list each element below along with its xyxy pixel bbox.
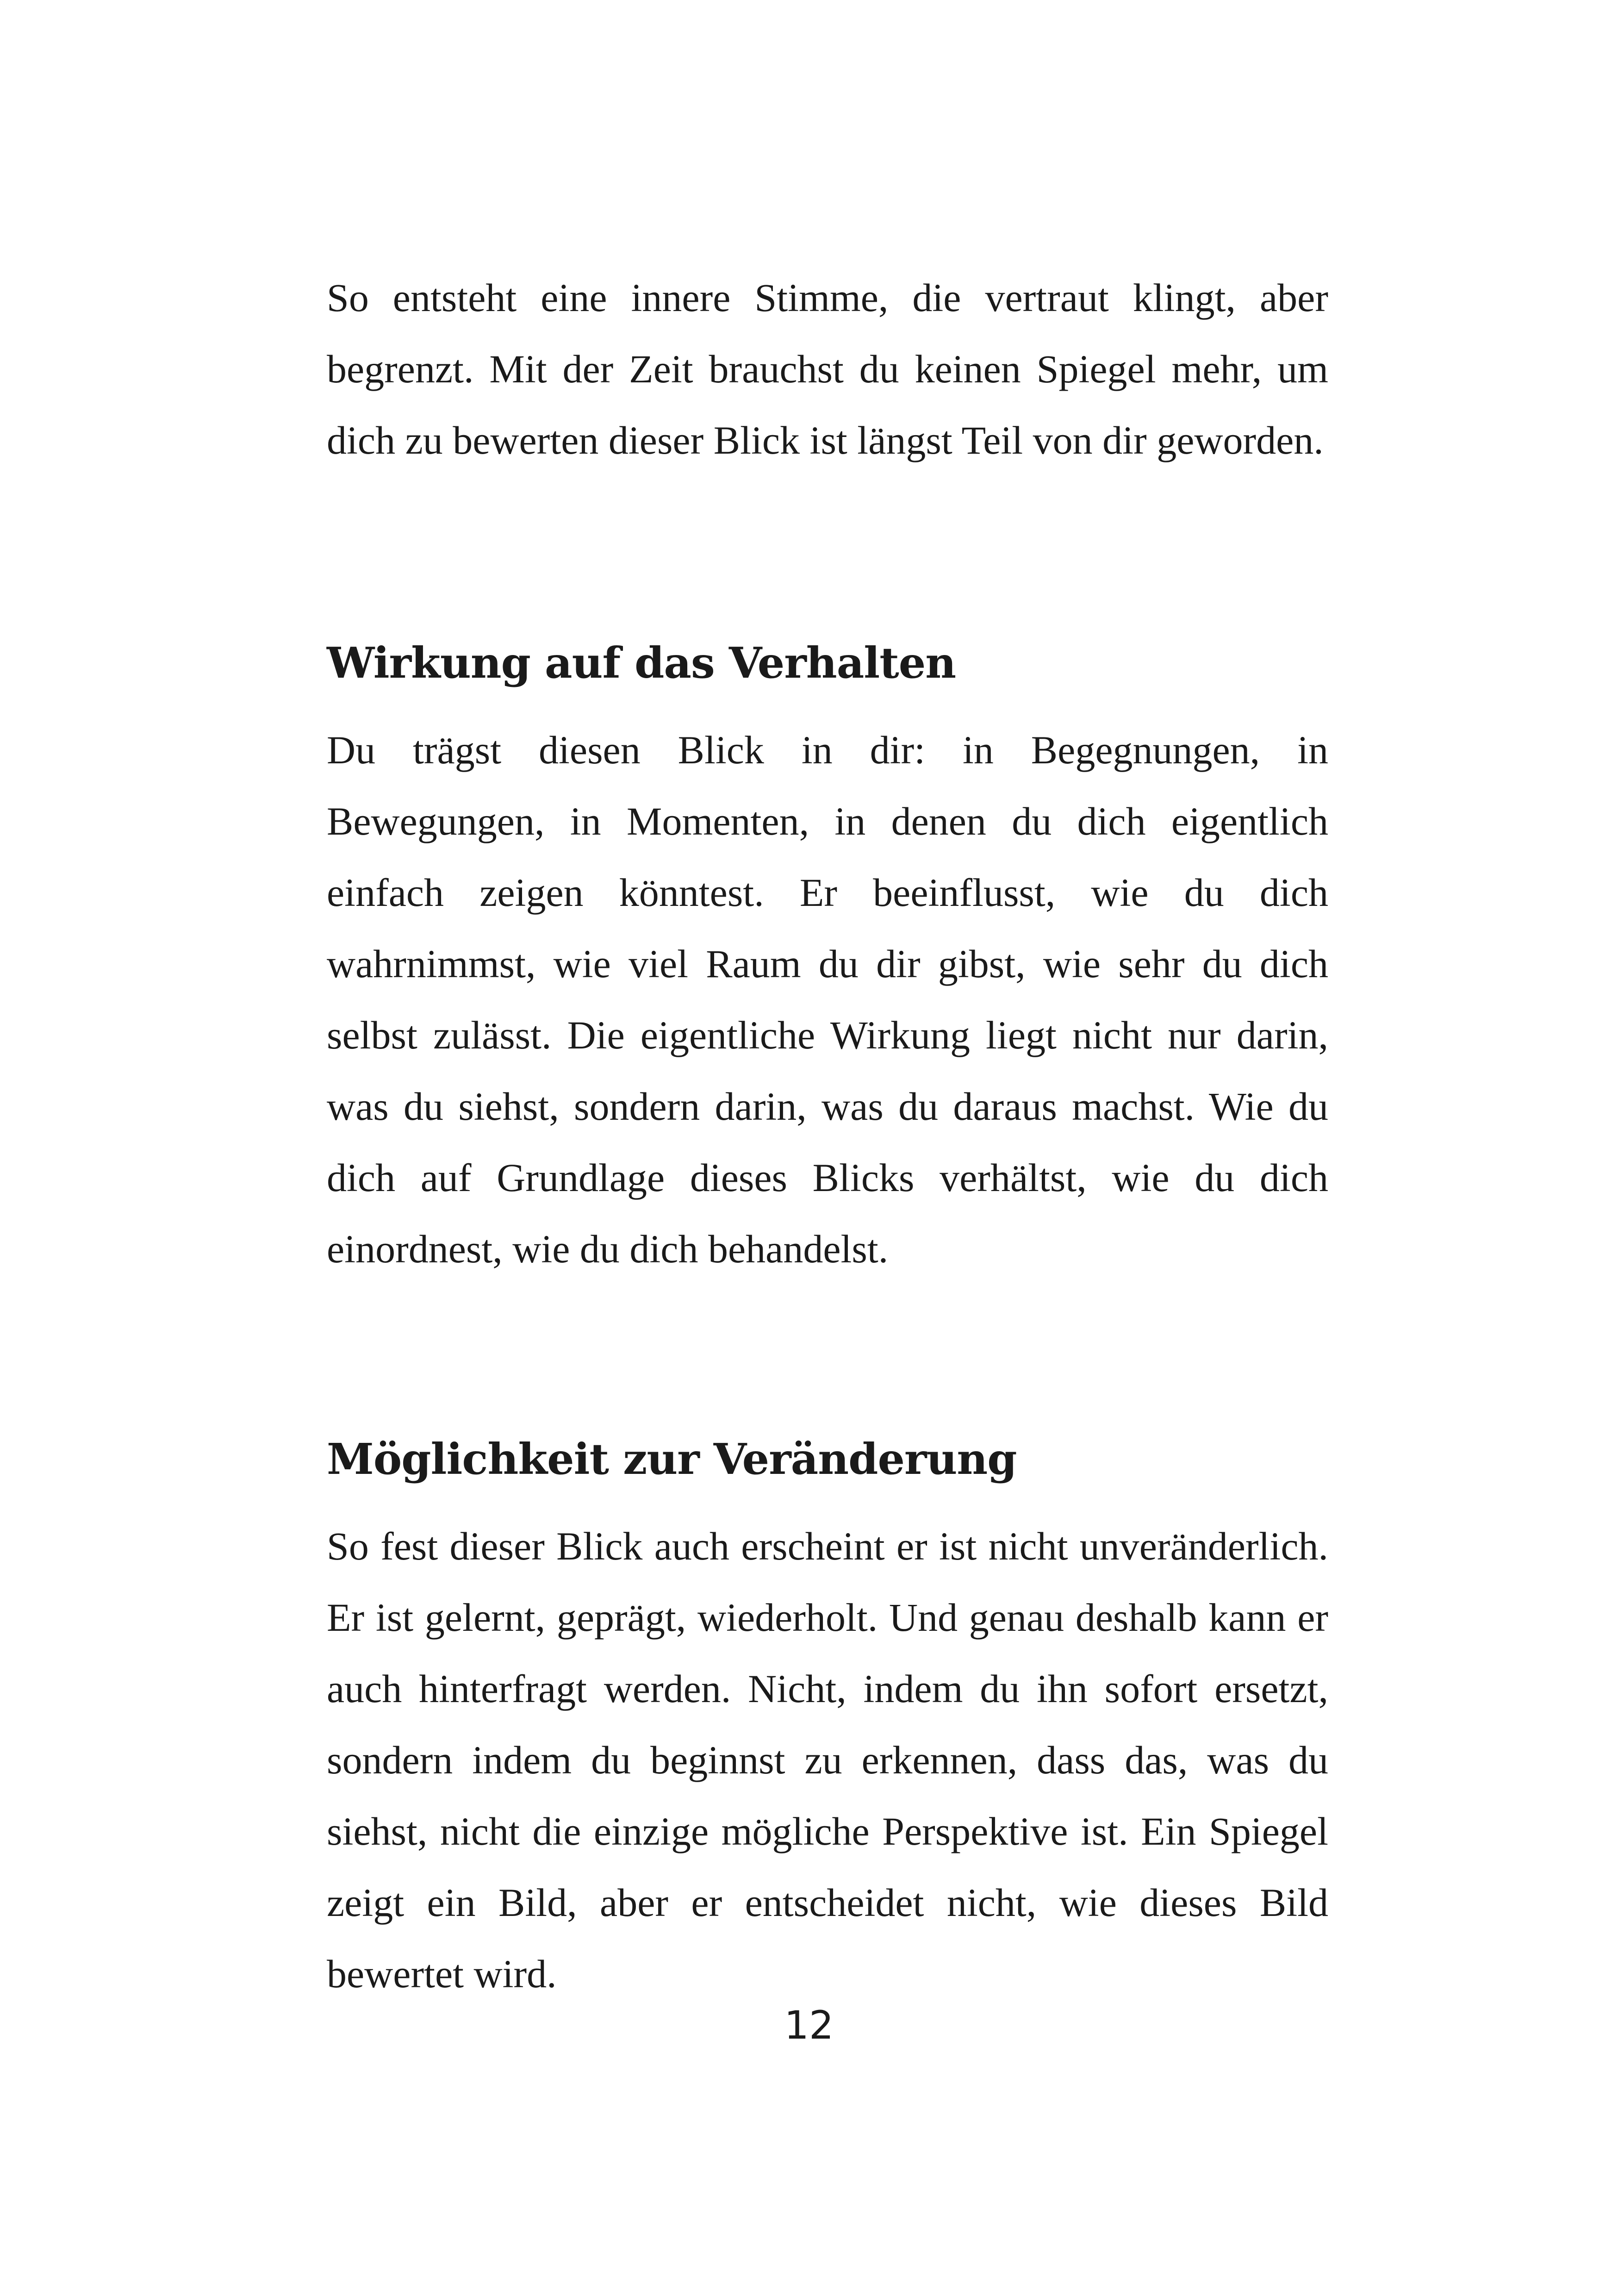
page-number: 12 bbox=[784, 2003, 834, 2048]
paragraph-veraenderung: So fest dieser Blick auch erscheint er ist nicht unveränderlich. Er ist gelernt, geprägt, wiederholt. Und genau deshalb kann er auch hinterfragt werden. Nicht, indem du ihn sofort ersetzt, sondern indem du beginnst zu erkennen, dass das, was du siehst, nicht die einzige mögliche Perspektive ist. Ein Spiegel zeigt ein Bild, aber er entscheidet nicht, wie dieses Bild bewertet wird. bbox=[327, 1524, 1328, 1996]
section-heading-veraenderung: Möglichkeit zur Veränderung bbox=[327, 1434, 1017, 1484]
section-heading-verhalten: Wirkung auf das Verhalten bbox=[327, 638, 956, 688]
paragraph-verhalten: Du trägst diesen Blick in dir: in Begegnungen, in Bewegungen, in Momenten, in denen du dich eigentlich einfach zeigen könntest. Er beeinflusst, wie du dich wahrnimmst, wie viel Raum du dir gibst, wie sehr du dich selbst zulässt. Die eigentliche Wirkung liegt nicht nur darin, was du siehst, sondern darin, was du daraus machst. Wie du dich auf Grundlage dieses Blicks verhältst, wie du dich einordnest, wie du dich behandelst. bbox=[327, 728, 1328, 1271]
paragraph-intro: So entsteht eine innere Stimme, die vertraut klingt, aber begrenzt. Mit der Zeit brauchst du keinen Spiegel mehr, um dich zu bewerten dieser Blick ist längst Teil von dir geworden. bbox=[327, 275, 1328, 462]
